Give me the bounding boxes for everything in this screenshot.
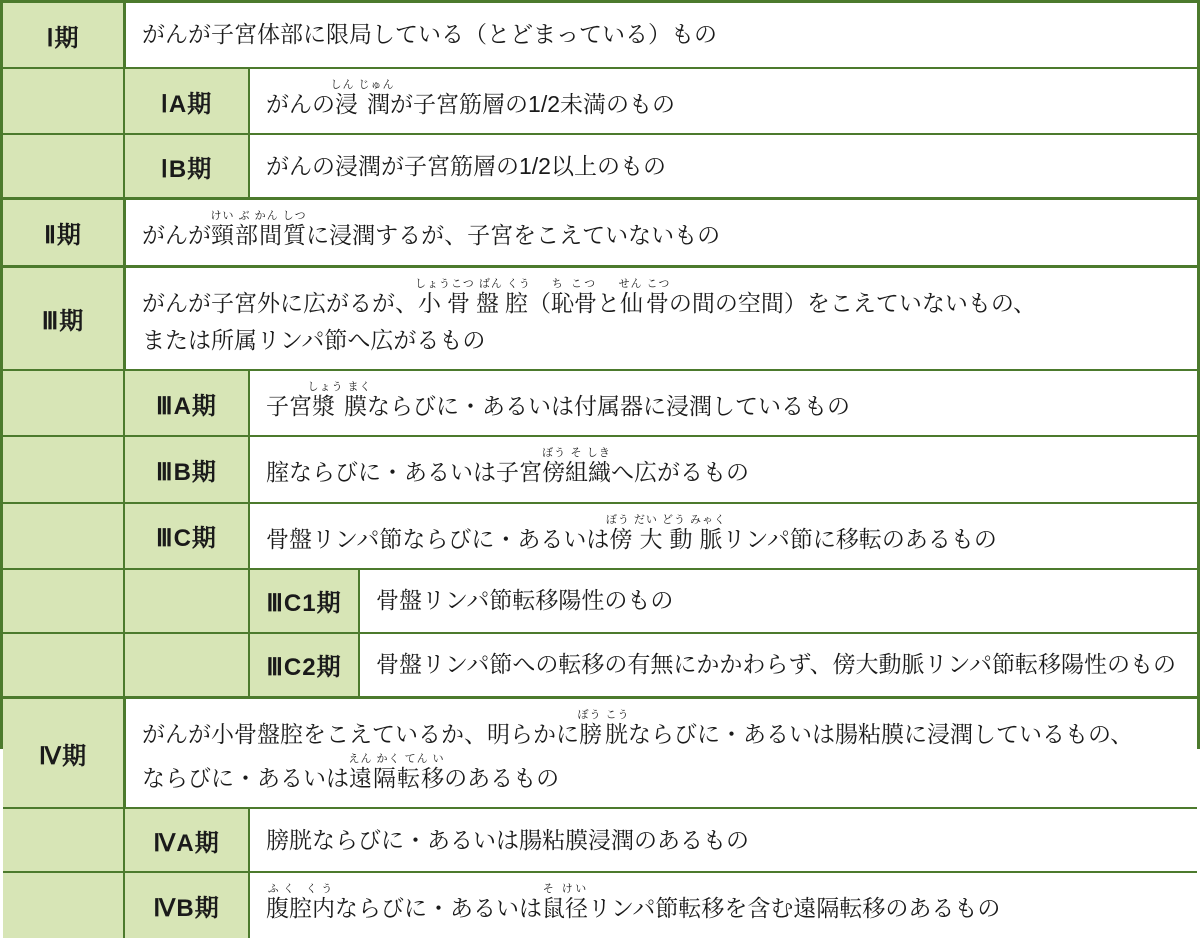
stage-label: ⅢC2期: [248, 634, 358, 696]
row-indent-spacer: [3, 873, 123, 937]
ruby-text: 仙骨せん こつ: [618, 277, 671, 316]
furigana: ぼう こう: [577, 708, 630, 721]
ruby-text: 小骨盤腔しょうこつ ばん くう: [415, 277, 531, 316]
furigana: ふく くう: [266, 883, 335, 896]
furigana: しょう まく: [307, 381, 372, 393]
description-lines: [266, 79, 1185, 123]
row-indent-spacer: [3, 135, 123, 197]
description-lines: [376, 646, 1185, 683]
stage-description: [248, 135, 1197, 197]
row-indent-spacer: [3, 809, 123, 871]
description-lines: [142, 709, 1185, 798]
description-lines: [142, 278, 1185, 360]
table-row: [3, 502, 1197, 568]
description-lines: [266, 381, 1185, 425]
stage-description: [248, 809, 1197, 871]
row-indent-spacer: [123, 634, 248, 696]
stage-description: [248, 437, 1197, 501]
description-lines: [266, 447, 1185, 491]
row-indent-spacer: [3, 437, 123, 501]
stage-label: ⅠA期: [123, 69, 248, 133]
furigana: しょうこつ ばん くう: [415, 277, 531, 290]
furigana: ち こつ: [550, 277, 597, 290]
stage-label: ⅢB期: [123, 437, 248, 501]
stage-description: [248, 371, 1197, 435]
description-line: 膀胱ならびに・あるいは腸粘膜浸潤のあるもの: [266, 826, 749, 853]
stage-description: [248, 504, 1197, 568]
furigana: そ けい: [542, 883, 588, 896]
stage-description: [123, 200, 1197, 264]
ruby-text: 腹腔内ふく くう: [266, 883, 335, 922]
row-indent-spacer: [3, 371, 123, 435]
stage-description: [123, 3, 1197, 67]
ruby-text: 鼠径そ けい: [542, 883, 588, 922]
description-line: がんの浸潤しん じゅんが子宮筋層の1/2未満のもの: [266, 79, 676, 117]
stage-description: [358, 634, 1197, 696]
stage-description: [123, 268, 1197, 370]
row-indent-spacer: [3, 504, 123, 568]
furigana: えん かく てん い: [348, 753, 445, 765]
table-row: [3, 67, 1197, 133]
description-line: がんが子宮体部に限局している（とどまっている）もの: [142, 21, 717, 48]
furigana: ぼう そ しき: [542, 447, 611, 460]
furigana: ぼう だい どう みゃく: [605, 513, 727, 526]
ruby-text: 遠隔転移えん かく てん い: [348, 753, 445, 791]
stage-label: ⅢA期: [123, 371, 248, 435]
stage-label: Ⅲ期: [3, 268, 123, 370]
stage-description: [358, 570, 1197, 632]
ruby-text: 膀胱ぼう こう: [577, 708, 630, 747]
stage-label: ⅣA期: [123, 809, 248, 871]
table-row: [3, 435, 1197, 501]
stage-label: ⅠB期: [123, 135, 248, 197]
description-line: がんが子宮外に広がるが、小骨盤腔しょうこつ ばん くう（恥骨ち こつと仙骨せん こつの間の空間）をこえていないもの、: [142, 277, 1036, 316]
stage-description: [248, 873, 1197, 937]
table-row: [3, 568, 1197, 632]
table-row: [3, 696, 1197, 808]
table-row: [3, 3, 1197, 67]
table-row: [3, 807, 1197, 871]
description-lines: [142, 16, 1185, 53]
ruby-text: 傍大動脈ぼう だい どう みゃく: [605, 513, 727, 552]
stage-label: ⅢC1期: [248, 570, 358, 632]
stage-label: Ⅰ期: [3, 3, 123, 67]
description-lines: [266, 883, 1185, 927]
description-line: または所属リンパ節へ広がるもの: [142, 326, 486, 353]
table-row: [3, 197, 1197, 264]
row-indent-spacer: [3, 634, 123, 696]
description-lines: [376, 582, 1185, 619]
stage-label: Ⅱ期: [3, 200, 123, 264]
description-line: がんが頸部間質けい ぶ かん しつに浸潤するが、子宮をこえていないもの: [142, 210, 721, 249]
description-line: 骨盤リンパ節ならびに・あるいは傍大動脈ぼう だい どう みゃくリンパ節に移転のあるもの: [266, 513, 997, 552]
description-line: 骨盤リンパ節への転移の有無にかかわらず、傍大動脈リンパ節転移陽性のもの: [376, 651, 1176, 678]
description-lines: [142, 210, 1185, 254]
furigana: けい ぶ かん しつ: [210, 210, 307, 223]
ruby-text: 傍組織ぼう そ しき: [542, 447, 611, 486]
stage-label: ⅣB期: [123, 873, 248, 937]
stage-label: ⅢC期: [123, 504, 248, 568]
row-indent-spacer: [3, 570, 123, 632]
description-line: 腟ならびに・あるいは子宮傍組織ぼう そ しきへ広がるもの: [266, 447, 749, 486]
stage-description: [248, 69, 1197, 133]
row-indent-spacer: [3, 69, 123, 133]
description-lines: [266, 148, 1185, 185]
furigana: せん こつ: [618, 277, 671, 290]
table-row: [3, 632, 1197, 696]
table-row: [3, 265, 1197, 370]
table-row: [3, 871, 1197, 937]
table-row: [3, 133, 1197, 197]
table-row: [3, 369, 1197, 435]
description-line: 腹腔内ふく くうならびに・あるいは鼠径そ けいリンパ節転移を含む遠隔転移のあるもの: [266, 883, 1001, 922]
description-line: ならびに・あるいは遠隔転移えん かく てん いのあるもの: [142, 753, 560, 791]
ruby-text: 恥骨ち こつ: [550, 277, 597, 316]
description-lines: [266, 822, 1185, 859]
row-indent-spacer: [123, 570, 248, 632]
ruby-text: 頸部間質けい ぶ かん しつ: [210, 210, 307, 249]
ruby-text: 漿膜しょう まく: [307, 381, 372, 419]
description-line: がんの浸潤が子宮筋層の1/2以上のもの: [266, 152, 666, 179]
ruby-text: 浸潤しん じゅん: [330, 79, 395, 117]
description-line: がんが小骨盤腔をこえているか、明らかに膀胱ぼう こうならびに・あるいは腸粘膜に浸潤しているもの、: [142, 708, 1134, 747]
stage-label: Ⅳ期: [3, 699, 123, 808]
furigana: しん じゅん: [330, 79, 395, 91]
description-line: 子宮漿膜しょう まくならびに・あるいは付属器に浸潤しているもの: [266, 381, 851, 419]
description-lines: [266, 514, 1185, 558]
description-line: 骨盤リンパ節転移陽性のもの: [376, 587, 674, 614]
stage-description: [123, 699, 1197, 808]
